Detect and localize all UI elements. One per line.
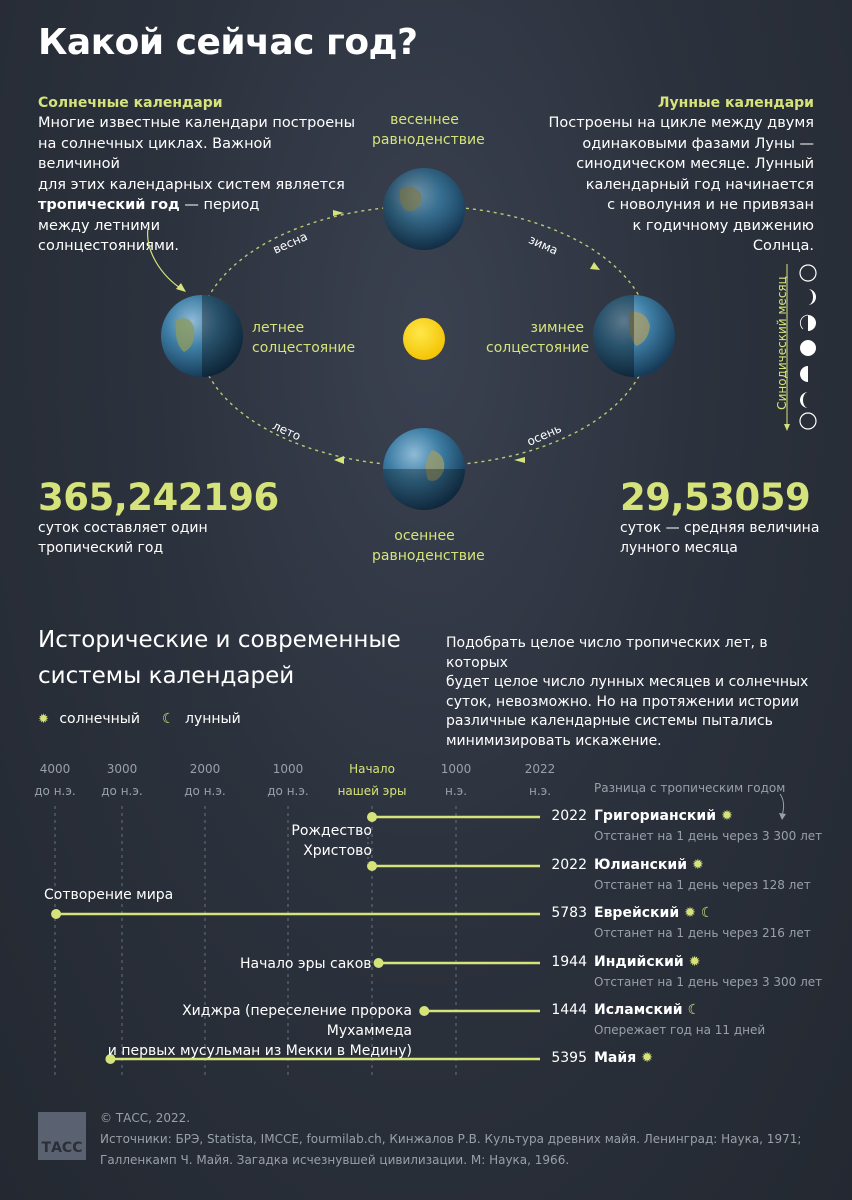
moon-icon: ☾	[700, 905, 714, 921]
event-saka: Начало эры саков	[240, 956, 372, 972]
axis-tick-label: 2000 до н.э.	[184, 762, 226, 798]
calendar-note: Отстанет на 1 день через 3 300 лет	[594, 975, 823, 989]
axis-tick-label: 4000 до н.э.	[34, 762, 76, 798]
calendar-start-dot	[374, 958, 384, 968]
calendar-current-year: 1944	[551, 954, 587, 970]
autumn-equinox-label: осеннее равноденствие	[372, 528, 485, 564]
event-creation: Сотворение мира	[44, 887, 174, 903]
calendar-start-dot	[419, 1006, 429, 1016]
sun-icon: ✹	[38, 712, 49, 727]
synodic-month-desc: суток — средняя величина лунного месяца	[620, 520, 820, 556]
sun-icon: ✹	[641, 1050, 653, 1066]
axis-tick-label: Начало нашей эры	[337, 762, 407, 798]
tropical-year-value: 365,242196	[38, 476, 279, 519]
calendar-name: Исламский ☾	[594, 1002, 701, 1018]
systems-intro: Подобрать целое число тропических лет, в которых будет целое число лунных месяцев и солнечных суток, невозможно. Но на протяжении истории различные календарные системы пытались минимизировать искажение.	[446, 635, 809, 749]
calendar-name: Юлианский ✹	[594, 857, 704, 873]
footer-text: © ТАСС, 2022. Источники: БРЭ, Statista, IMCCE, fourmilab.ch, Кинжалов Р.В. Культура древних майя. Ленинград: Наука, 1971; Галленкамп Ч. Майя. Загадка исчезнувшей цивилизации. М: Наука, 1966.	[100, 1111, 802, 1167]
solar-heading: Солнечные календари	[38, 95, 223, 111]
calendar-note: Отстанет на 1 день через 3 300 лет	[594, 829, 823, 843]
diff-header: Разница с тропическим годом	[594, 781, 786, 795]
axis-tick-label: 1000 н.э.	[440, 762, 472, 798]
legend-solar: ✹ солнечный	[38, 711, 140, 727]
tropical-year-desc: суток составляет один тропический год	[38, 520, 208, 556]
page-title: Какой сейчас год?	[38, 22, 418, 63]
sun-icon: ✹	[721, 808, 733, 824]
event-nativity: Рождество Христово	[291, 823, 372, 859]
tass-logo: ТАСС	[38, 1112, 86, 1160]
calendar-note: Опережает год на 11 дней	[594, 1023, 766, 1037]
winter-solstice-label: зимнее солцестояние	[486, 320, 590, 356]
axis-tick-label: 3000 до н.э.	[101, 762, 143, 798]
calendar-start-dot	[51, 909, 61, 919]
synodic-month-value: 29,53059	[620, 476, 811, 519]
calendar-current-year: 1444	[551, 1002, 587, 1018]
moon-icon: ☾	[162, 711, 175, 727]
calendar-name: Майя ✹	[594, 1050, 653, 1066]
sun-icon: ✹	[692, 857, 704, 873]
axis-tick-label: 2022 н.э.	[524, 762, 556, 798]
lunar-text: Построены на цикле между двумя одинаковыми фазами Луны — синодическом месяце. Лунный календарный год начинается с новолуния и не привязан к годичному движению Солнца.	[548, 115, 814, 254]
calendar-current-year: 5783	[551, 905, 587, 921]
spring-equinox-label: весеннее равноденствие	[372, 112, 485, 148]
sun-icon: ✹	[684, 905, 696, 921]
season-spring: весна	[270, 229, 310, 257]
diff-arrow-icon	[779, 813, 786, 820]
calendar-current-year: 2022	[551, 857, 587, 873]
season-autumn: осень	[524, 421, 564, 449]
summer-solstice-label: летнее солцестояние	[252, 320, 356, 356]
legend-lunar: ☾ лунный	[162, 711, 241, 727]
lunar-heading: Лунные календари	[657, 95, 814, 111]
diff-arrow	[780, 794, 784, 816]
solar-text: Многие известные календари построены на солнечных циклах. Важной величиной для этих календарных систем является тропический год — период между летними солнцестояниями.	[38, 115, 356, 254]
calendar-name: Еврейский ✹ ☾	[594, 905, 714, 921]
calendar-note: Отстанет на 1 день через 216 лет	[594, 926, 811, 940]
systems-heading: Исторические и современные системы календарей	[38, 627, 401, 689]
moon-icon: ☾	[687, 1002, 701, 1018]
calendar-current-year: 5395	[551, 1050, 587, 1066]
axis-tick-label: 1000 до н.э.	[267, 762, 309, 798]
calendar-note: Отстанет на 1 день через 128 лет	[594, 878, 811, 892]
calendar-name: Григорианский ✹	[594, 808, 733, 824]
event-hijra: Хиджра (переселение пророка Мухаммеда и первых мусульман из Мекки в Медину)	[107, 1003, 412, 1059]
synodic-label: Синодический месяц	[775, 276, 789, 410]
season-summer: лето	[270, 418, 303, 444]
season-winter: зима	[526, 232, 561, 258]
calendar-name: Индийский ✹	[594, 954, 701, 970]
calendar-current-year: 2022	[551, 808, 587, 824]
sun-icon: ✹	[688, 954, 701, 970]
